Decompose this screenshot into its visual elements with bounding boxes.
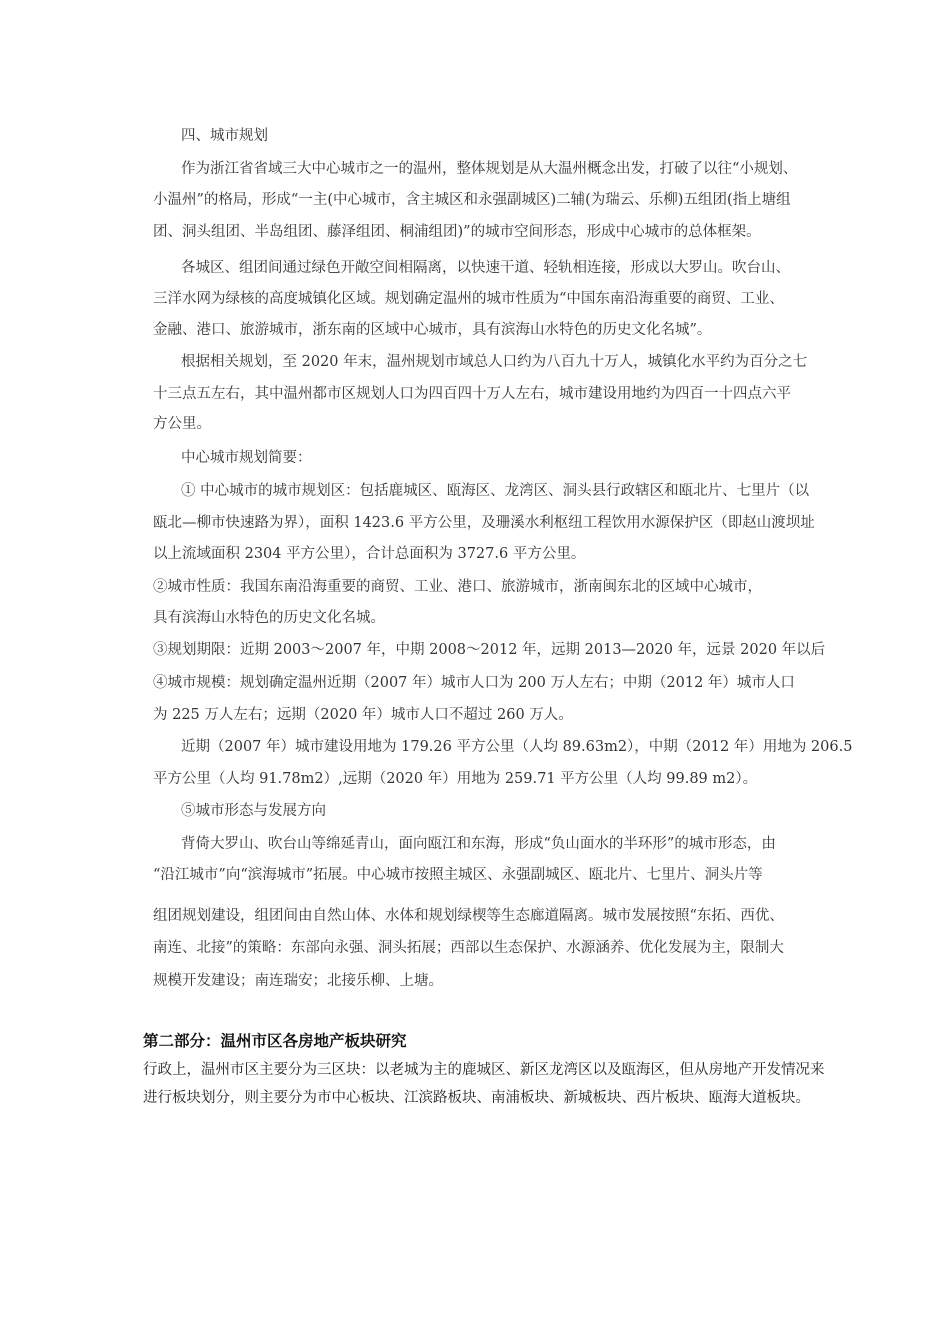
paragraph-line: 近期（2007 年）城市建设用地为 179.26 平方公里（人均 89.63m2），中期（2012 年）用地为 206.5 xyxy=(181,739,853,755)
paragraph-line: 各城区、组团间通过绿色开敞空间相隔离，以快速干道、轻轨相连接，形成以大罗山。吹台山、 xyxy=(181,260,790,276)
paragraph-line: 三洋水网为绿核的高度城镇化区域。规划确定温州的城市性质为“中国东南沿海重要的商贸、工业、 xyxy=(153,291,784,307)
part-two-heading: 第二部分：温州市区各房地产板块研究 xyxy=(143,1031,407,1050)
paragraph-line: 根据相关规划，至 2020 年末，温州规划市域总人口约为八百九十万人，城镇化水平约为百分之七 xyxy=(181,354,808,370)
paragraph-line: 规模开发建设；南连瑞安；北接乐柳、上塘。 xyxy=(153,973,443,989)
paragraph-line: 以上流域面积 2304 平方公里），合计总面积为 3727.6 平方公里。 xyxy=(153,546,586,562)
paragraph-line: 方公里。 xyxy=(153,416,211,432)
subheading-line: 中心城市规划简要： xyxy=(181,450,312,466)
paragraph-line: 组团规划建设，组团间由自然山体、水体和规划绿楔等生态廊道隔离。城市发展按照“东拓、西优、 xyxy=(153,908,784,924)
paragraph-line: 十三点五左右，其中温州都市区规划人口为四百四十万人左右，城市建设用地约为四百一十四点六平 xyxy=(153,386,791,402)
paragraph-line: ③规划期限：近期 2003～2007 年，中期 2008～2012 年，远期 2013—2020 年，远景 2020 年以后 xyxy=(153,642,826,658)
paragraph-line: ②城市性质：我国东南沿海重要的商贸、工业、港口、旅游城市，浙南闽东北的区域中心城市， xyxy=(153,579,762,595)
paragraph-line: 南连、北接”的策略：东部向永强、洞头拓展；西部以生态保护、水源涵养、优化发展为主，限制大 xyxy=(153,940,784,956)
paragraph-line: 小温州”的格局，形成“一主(中心城市，含主城区和永强副城区)二辅(为瑞云、乐柳)五组团(指上塘组 xyxy=(153,192,791,208)
paragraph-line: 进行板块划分，则主要分为市中心板块、江滨路板块、南浦板块、新城板块、西片板块、瓯海大道板块。 xyxy=(143,1090,810,1106)
paragraph-line: 作为浙江省省域三大中心城市之一的温州，整体规划是从大温州概念出发，打破了以往“小规划、 xyxy=(181,161,798,177)
section-four-heading: 四、城市规划 xyxy=(181,128,268,144)
paragraph-line: 背倚大罗山、吹台山等绵延青山，面向瓯江和东海，形成“负山面水的半环形”的城市形态，由 xyxy=(181,836,776,852)
paragraph-line: 具有滨海山水特色的历史文化名城。 xyxy=(153,610,385,626)
paragraph-line: 瓯北—柳市快速路为界），面积 1423.6 平方公里，及珊溪水利枢纽工程饮用水源保护区（即赵山渡坝址 xyxy=(153,515,815,531)
paragraph-line: 团、洞头组团、半岛组团、藤泽组团、桐浦组团)”的城市空间形态，形成中心城市的总体框架。 xyxy=(153,224,761,240)
paragraph-line: 平方公里（人均 91.78m2）,远期（2020 年）用地为 259.71 平方公里（人均 99.89 m2）。 xyxy=(153,771,758,787)
subheading-line: ⑤城市形态与发展方向 xyxy=(181,803,326,819)
paragraph-line: 金融、港口、旅游城市，浙东南的区域中心城市，具有滨海山水特色的历史文化名城”。 xyxy=(153,322,712,338)
paragraph-line: 为 225 万人左右；远期（2020 年）城市人口不超过 260 万人。 xyxy=(153,707,573,723)
paragraph-line: “沿江城市”向“滨海城市”拓展。中心城市按照主城区、永强副城区、瓯北片、七里片、洞头片等 xyxy=(153,867,763,883)
paragraph-line: ① 中心城市的城市规划区：包括鹿城区、瓯海区、龙湾区、洞头县行政辖区和瓯北片、七里片（以 xyxy=(181,483,810,499)
paragraph-line: 行政上，温州市区主要分为三区块：以老城为主的鹿城区、新区龙湾区以及瓯海区，但从房地产开发情况来 xyxy=(143,1062,825,1078)
paragraph-line: ④城市规模：规划确定温州近期（2007 年）城市人口为 200 万人左右；中期（2012 年）城市人口 xyxy=(153,675,795,691)
